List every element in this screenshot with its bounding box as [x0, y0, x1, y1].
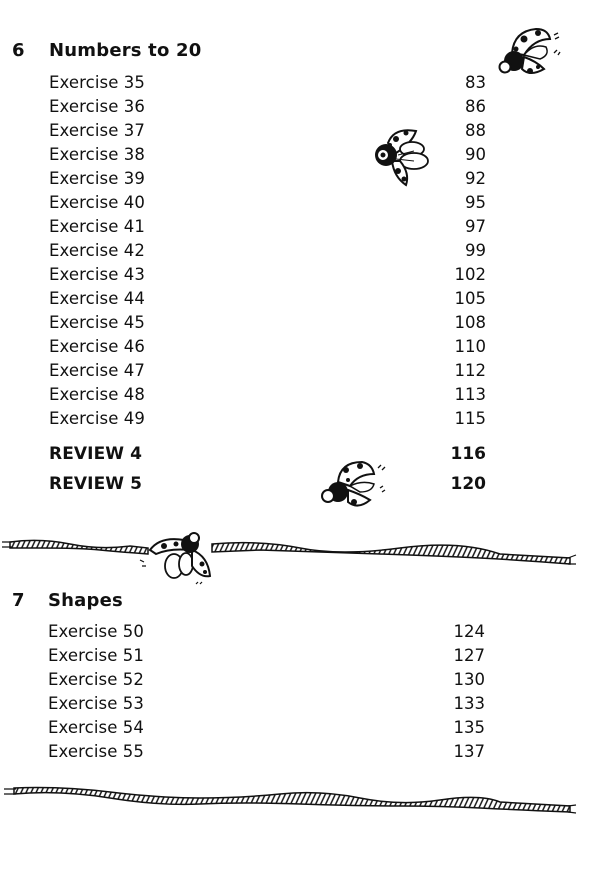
toc-entry[interactable] [48, 715, 485, 739]
ladybug-icon [372, 125, 432, 190]
toc-entry[interactable] [48, 643, 485, 667]
entry-page: 135 [453, 717, 485, 737]
entry-label: Exercise 44 [49, 288, 145, 308]
toc-entry[interactable] [49, 310, 486, 334]
entry-page: 133 [453, 693, 485, 713]
entry-page: 127 [453, 645, 485, 665]
entry-page: 95 [465, 192, 486, 212]
toc-entry[interactable] [49, 190, 486, 214]
toc-entry[interactable] [49, 358, 486, 382]
entry-label: Exercise 52 [48, 669, 144, 689]
entry-page: 115 [454, 408, 486, 428]
entry-label: Exercise 35 [49, 72, 145, 92]
toc-entry[interactable] [49, 262, 486, 286]
toc-entry[interactable] [49, 94, 486, 118]
entry-page: 124 [453, 621, 485, 641]
entry-page: 110 [454, 336, 486, 356]
entry-label: Exercise 43 [49, 264, 145, 284]
entry-label: Exercise 45 [49, 312, 145, 332]
review-page: 116 [450, 444, 486, 464]
toc-entry[interactable] [49, 286, 486, 310]
entry-page: 137 [453, 741, 485, 761]
entry-page: 92 [465, 168, 486, 188]
review-page: 120 [450, 474, 486, 494]
section-title: Shapes [48, 590, 123, 611]
entry-label: Exercise 53 [48, 693, 144, 713]
ladybug-icon [140, 533, 210, 584]
entry-label: Exercise 42 [49, 240, 145, 260]
toc-entry[interactable] [48, 619, 485, 643]
toc-entry[interactable] [49, 238, 486, 262]
section-title: Numbers to 20 [49, 40, 202, 61]
entry-page: 113 [454, 384, 486, 404]
entry-label: Exercise 47 [49, 360, 145, 380]
entry-page: 108 [454, 312, 486, 332]
entry-label: Exercise 54 [48, 717, 144, 737]
toc-entry[interactable] [48, 667, 485, 691]
toc-entry[interactable] [49, 382, 486, 406]
toc-entry[interactable] [48, 691, 485, 715]
toc-review-entry[interactable] [49, 472, 486, 496]
entry-label: Exercise 41 [49, 216, 145, 236]
entry-page: 102 [454, 264, 486, 284]
ladybug-icon [318, 458, 393, 513]
section-number: 6 [12, 40, 25, 61]
toc-entry[interactable] [49, 70, 486, 94]
toc-review-entry[interactable] [49, 442, 486, 466]
entry-label: Exercise 38 [49, 144, 145, 164]
entry-page: 112 [454, 360, 486, 380]
toc-entry[interactable] [49, 334, 486, 358]
entry-label: Exercise 55 [48, 741, 144, 761]
entry-label: Exercise 50 [48, 621, 144, 641]
entry-label: Exercise 49 [49, 408, 145, 428]
ladybug-icon [494, 25, 564, 85]
entry-page: 97 [465, 216, 486, 236]
entry-page: 88 [465, 120, 486, 140]
toc-entry[interactable] [49, 214, 486, 238]
entry-label: Exercise 36 [49, 96, 145, 116]
review-label: REVIEW 4 [49, 444, 143, 464]
toc-entry[interactable] [49, 406, 486, 430]
entry-label: Exercise 39 [49, 168, 145, 188]
entry-page: 99 [465, 240, 486, 260]
review-label: REVIEW 5 [49, 474, 143, 494]
entry-page: 130 [453, 669, 485, 689]
section-number: 7 [12, 590, 25, 611]
entry-label: Exercise 40 [49, 192, 145, 212]
entry-page: 86 [465, 96, 486, 116]
entry-label: Exercise 37 [49, 120, 145, 140]
entry-label: Exercise 48 [49, 384, 145, 404]
entry-label: Exercise 46 [49, 336, 145, 356]
rope-divider-icon [0, 528, 603, 588]
entry-page: 83 [465, 72, 486, 92]
rope-divider-icon [0, 782, 603, 818]
entry-page: 90 [465, 144, 486, 164]
entry-label: Exercise 51 [48, 645, 144, 665]
toc-entry[interactable] [48, 739, 485, 763]
entry-page: 105 [454, 288, 486, 308]
